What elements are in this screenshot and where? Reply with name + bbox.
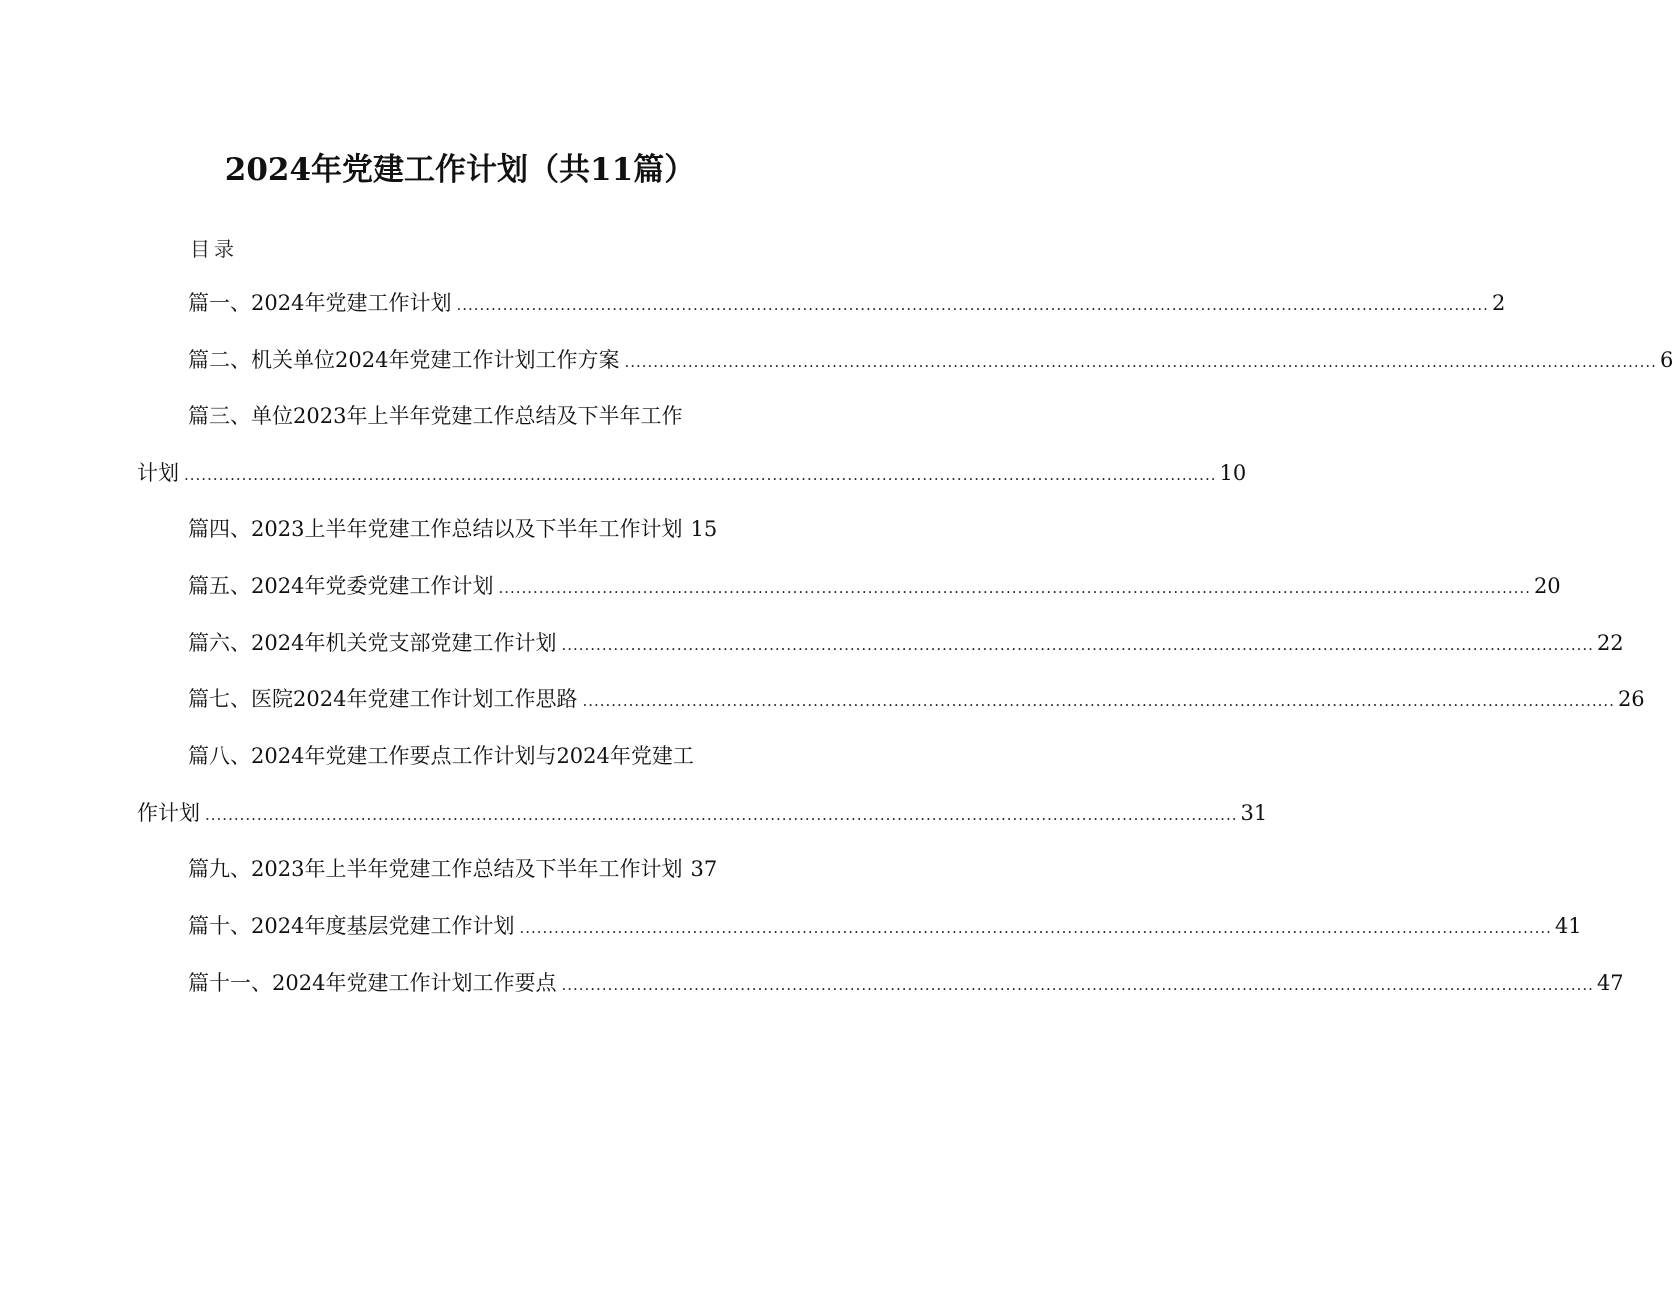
toc-page-number: 41 (1554, 914, 1582, 938)
toc-entry-continuation[interactable] (137, 456, 1247, 490)
toc-page-number: 22 (1596, 631, 1624, 655)
toc-page-number: 6 (1659, 348, 1673, 372)
toc-entry[interactable] (188, 739, 778, 773)
toc-leader: ................................................................................................................................................................................... (519, 919, 1552, 937)
toc-entry[interactable] (188, 343, 1673, 377)
toc-entry-title-continuation: 作计划 (137, 801, 200, 825)
toc-entry-title: 篇五、2024年党委党建工作计划 (188, 574, 494, 598)
toc-page-number: 26 (1617, 687, 1645, 711)
toc-page-number: 20 (1533, 574, 1561, 598)
toc-leader: ................................................................................................................................................................................... (498, 579, 1531, 597)
toc-entry-title: 篇一、2024年党建工作计划 (188, 291, 452, 315)
toc-entry-title: 篇六、2024年机关党支部党建工作计划 (188, 631, 557, 655)
toc-leader: ................................................................................................................................................................................... (205, 806, 1238, 824)
toc-leader: ................................................................................................................................................................................... (184, 466, 1217, 484)
toc-entry[interactable] (188, 682, 1645, 716)
toc-entry[interactable] (188, 852, 778, 886)
toc-entry[interactable] (188, 909, 1582, 943)
toc-entry-title: 篇九、2023年上半年党建工作总结及下半年工作计划 (188, 857, 683, 881)
toc-entry[interactable] (188, 399, 778, 433)
toc-leader: ................................................................................................................................................................................... (456, 296, 1489, 314)
toc-leader: ................................................................................................................................................................................... (624, 353, 1657, 371)
toc-entry[interactable] (188, 512, 778, 546)
toc-entry-title: 篇十、2024年度基层党建工作计划 (188, 914, 515, 938)
toc-page-number: 15 (690, 517, 718, 541)
document-title: 2024年党建工作计划（共11篇） (224, 152, 696, 188)
toc-leader: ................................................................................................................................................................................... (582, 692, 1615, 710)
toc-leader: ................................................................................................................................................................................... (561, 636, 1594, 654)
toc-entry-title: 篇八、2024年党建工作要点工作计划与2024年党建工 (188, 744, 694, 768)
toc-leader: ................................................................................................................................................................................... (561, 976, 1594, 994)
toc-page-number: 31 (1240, 801, 1268, 825)
toc-entry-title: 篇十一、2024年党建工作计划工作要点 (188, 971, 557, 995)
toc-entry[interactable] (188, 569, 1561, 603)
toc-heading: 目录 (190, 237, 238, 261)
toc-entry-title: 篇三、单位2023年上半年党建工作总结及下半年工作 (188, 404, 683, 428)
toc-entry-title: 篇二、机关单位2024年党建工作计划工作方案 (188, 348, 620, 372)
toc-entry[interactable] (188, 966, 1624, 1000)
toc-entry-continuation[interactable] (137, 796, 1268, 830)
toc-page-number: 47 (1596, 971, 1624, 995)
toc-entry-title: 篇四、2023上半年党建工作总结以及下半年工作计划 (188, 517, 683, 541)
toc-page-number: 37 (690, 857, 718, 881)
toc-page-number: 10 (1219, 461, 1247, 485)
toc-entry[interactable] (188, 286, 1506, 320)
toc-entry-title-continuation: 计划 (137, 461, 179, 485)
toc-entry-title: 篇七、医院2024年党建工作计划工作思路 (188, 687, 578, 711)
toc-page-number: 2 (1491, 291, 1506, 315)
toc-entry[interactable] (188, 626, 1624, 660)
